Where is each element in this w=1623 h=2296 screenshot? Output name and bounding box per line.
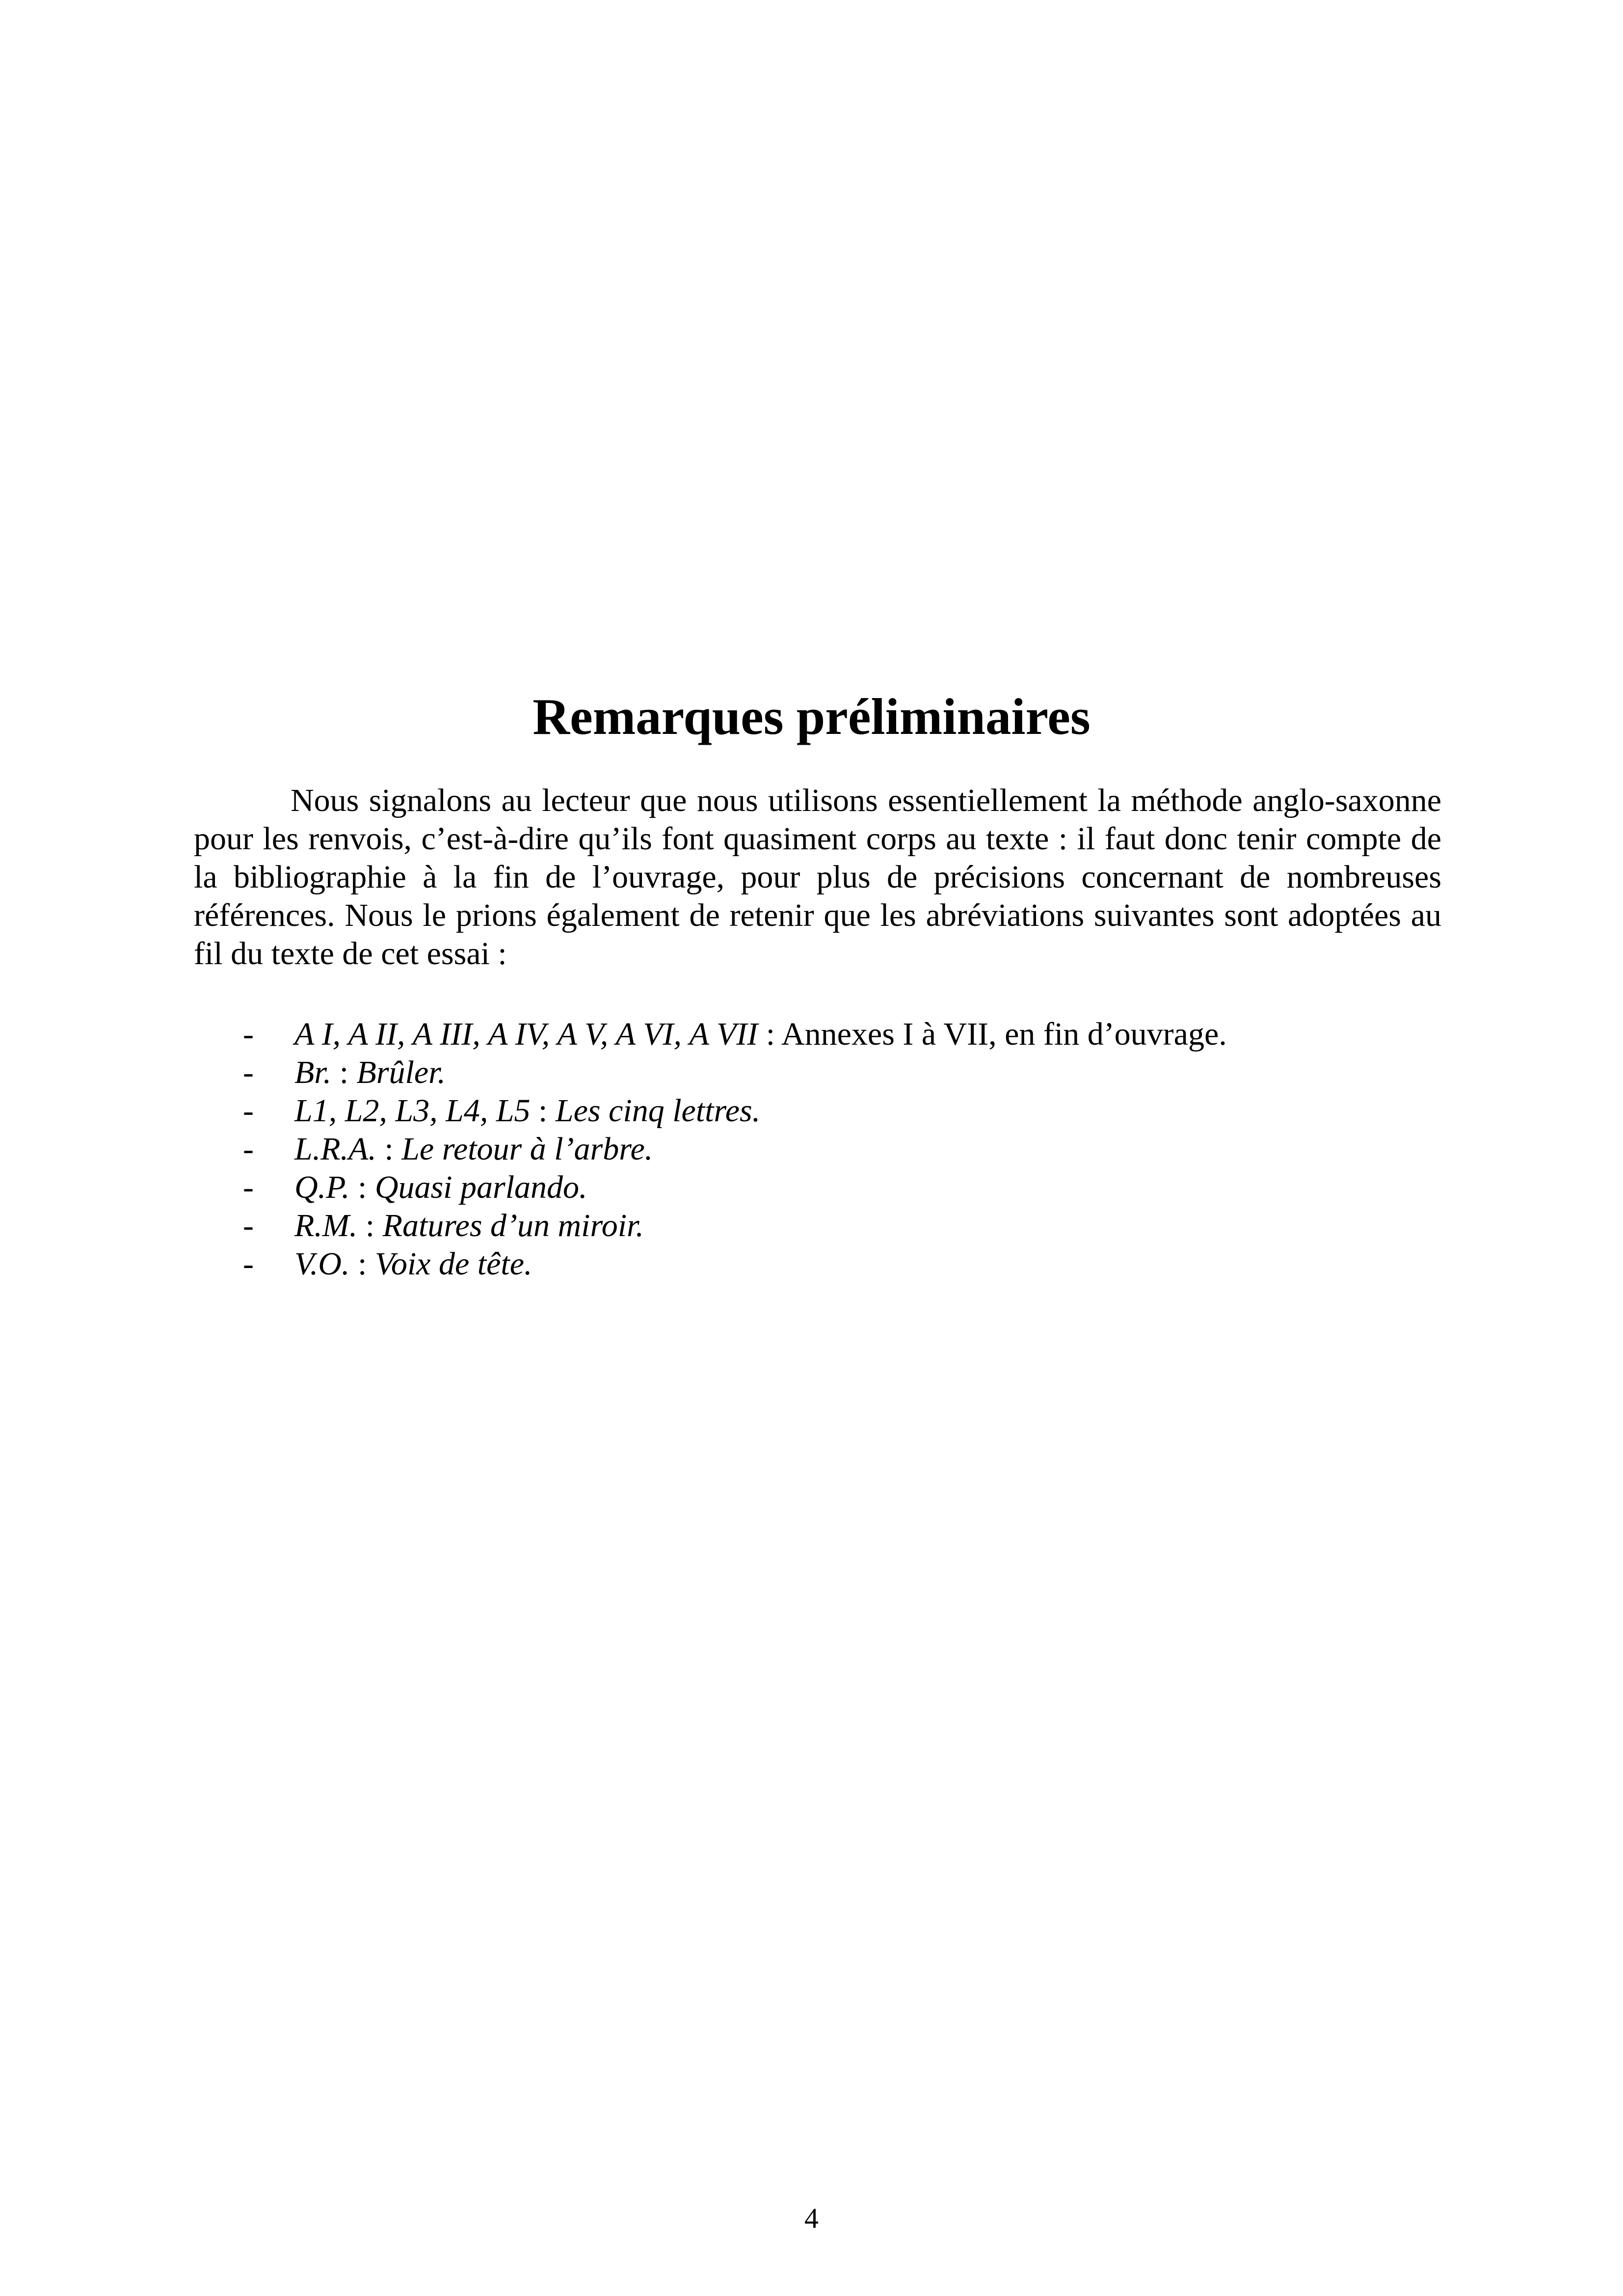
abbreviation: L1, L2, L3, L4, L5 bbox=[294, 1093, 531, 1129]
list-dash: - bbox=[243, 1246, 254, 1282]
list-dash: - bbox=[243, 1093, 254, 1129]
list-item bbox=[243, 1168, 1227, 1207]
page-title: Remarques préliminaires bbox=[532, 688, 1091, 745]
abbreviation-list bbox=[243, 1015, 1227, 1283]
separator: : bbox=[376, 1131, 402, 1167]
list-dash: - bbox=[243, 1131, 254, 1167]
abbreviation-meaning: Quasi parlando. bbox=[374, 1169, 587, 1205]
separator: : bbox=[331, 1054, 357, 1090]
separator: : bbox=[357, 1208, 383, 1243]
separator: : bbox=[758, 1016, 781, 1052]
list-item bbox=[243, 1207, 1227, 1245]
abbreviation: L.R.A. bbox=[294, 1131, 376, 1167]
abbreviation-meaning: Ratures d’un miroir. bbox=[382, 1208, 644, 1243]
abbreviation: A I, A II, A III, A IV, A V, A VI, A VII bbox=[294, 1016, 758, 1052]
separator: : bbox=[530, 1093, 556, 1129]
list-item bbox=[243, 1053, 1227, 1092]
separator: : bbox=[349, 1169, 375, 1205]
abbreviation: Q.P. bbox=[294, 1169, 350, 1205]
abbreviation-meaning: Le retour à l’arbre. bbox=[401, 1131, 653, 1167]
list-item bbox=[243, 1015, 1227, 1053]
abbreviation-meaning: Voix de tête. bbox=[374, 1246, 532, 1282]
list-item bbox=[243, 1130, 1227, 1168]
separator: : bbox=[349, 1246, 375, 1282]
list-dash: - bbox=[243, 1054, 254, 1090]
abbreviation: V.O. bbox=[294, 1246, 350, 1282]
list-dash: - bbox=[243, 1208, 254, 1243]
abbreviation: R.M. bbox=[294, 1208, 358, 1243]
abbreviation-meaning: Brûler. bbox=[356, 1054, 446, 1090]
list-dash: - bbox=[243, 1169, 254, 1205]
list-item bbox=[243, 1245, 1227, 1283]
abbreviation-meaning: Les cinq lettres. bbox=[555, 1093, 761, 1129]
abbreviation: Br. bbox=[294, 1054, 332, 1090]
page-number: 4 bbox=[804, 2202, 819, 2234]
intro-paragraph: Nous signalons au lecteur que nous utilisons essentiellement la méthode anglo-saxonne pour les renvois, c’est-à-dire qu’ils font quasiment corps au texte : il faut donc tenir compte de la bibliographie à la fin de l’ouvrage, pour plus de précisions concernant de nombreuses références. Nous le prions également de retenir que les abréviations suivantes sont adoptées au fil du texte de cet essai : bbox=[194, 783, 1441, 972]
list-dash: - bbox=[243, 1016, 254, 1052]
abbreviation-meaning: Annexes I à VII, en fin d’ouvrage. bbox=[781, 1016, 1227, 1052]
list-item bbox=[243, 1092, 1227, 1130]
